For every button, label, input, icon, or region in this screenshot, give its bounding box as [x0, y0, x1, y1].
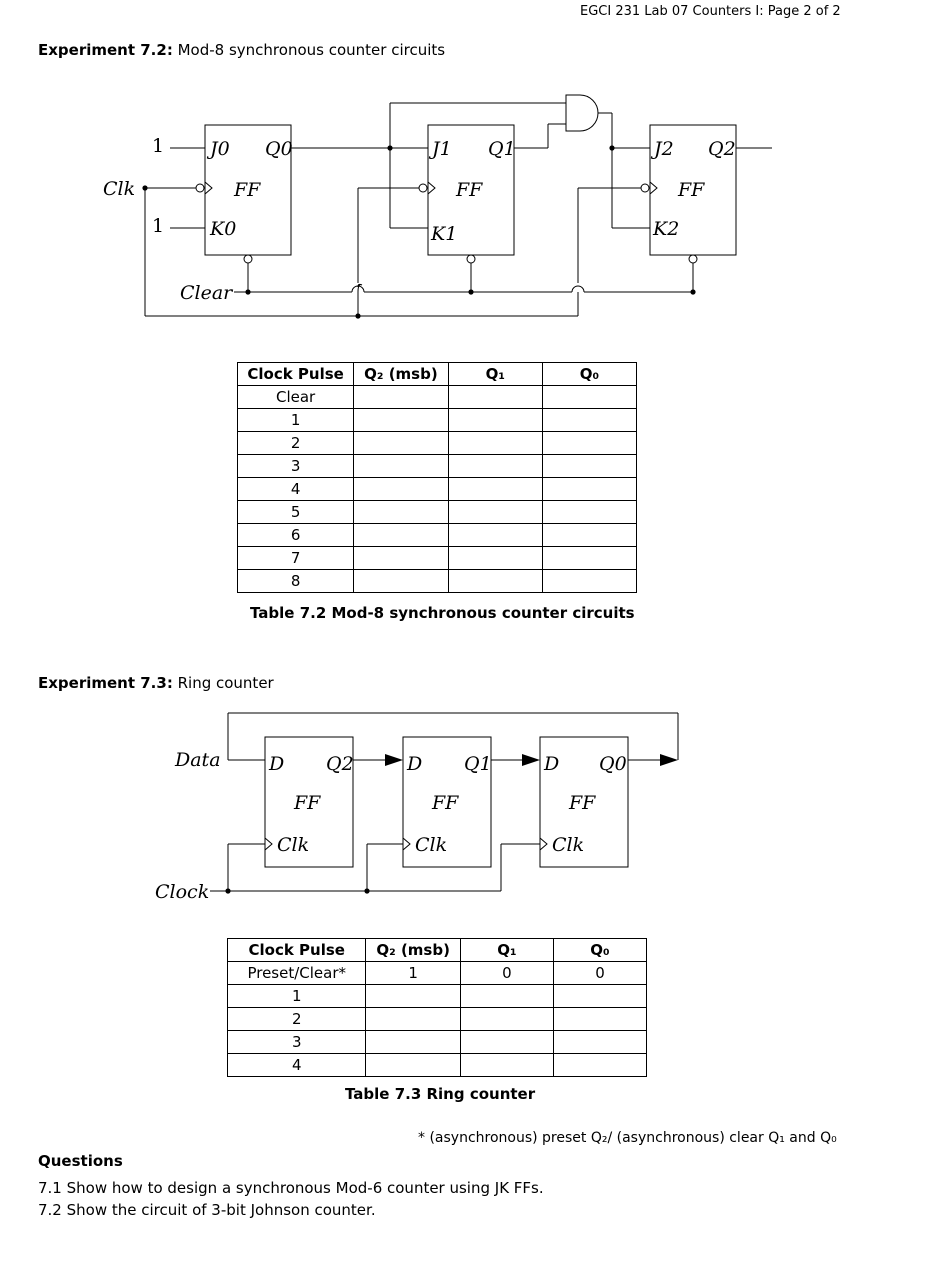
table-row — [228, 1054, 647, 1077]
and-gate — [566, 95, 598, 131]
empty-cell[interactable] — [354, 386, 448, 409]
empty-cell[interactable] — [354, 570, 448, 593]
experiment-7-2-name: Mod-8 synchronous counter circuits — [177, 41, 446, 59]
ff2-label: FF — [678, 179, 705, 201]
q2-label: Q2 — [708, 138, 736, 160]
empty-cell[interactable] — [460, 1031, 553, 1054]
table-row — [238, 409, 637, 432]
clk-label: Clk — [103, 178, 136, 200]
table-header-row — [238, 363, 637, 386]
empty-cell[interactable] — [542, 547, 636, 570]
ring-ff2-label: FF — [294, 792, 321, 814]
row-label: 2 — [228, 1008, 366, 1031]
page-header: EGCI 231 Lab 07 Counters I: Page 2 of 2 — [580, 4, 841, 19]
empty-cell[interactable] — [366, 1008, 460, 1031]
footnote: * (asynchronous) preset Q₂/ (asynchronous) clear Q₁ and Q₀ — [418, 1130, 837, 1146]
row-label: 4 — [238, 478, 354, 501]
table-row — [238, 432, 637, 455]
table-row — [238, 386, 637, 409]
empty-cell[interactable] — [354, 524, 448, 547]
question-item: 7.2 Show the circuit of 3-bit Johnson counter. — [38, 1201, 376, 1219]
empty-cell[interactable] — [460, 985, 553, 1008]
k2-label: K2 — [653, 218, 680, 240]
row-label: 3 — [228, 1031, 366, 1054]
row-label: 7 — [238, 547, 354, 570]
ff0-label: FF — [234, 179, 261, 201]
table-row — [238, 455, 637, 478]
empty-cell[interactable] — [542, 432, 636, 455]
ring-d2-label: D — [269, 753, 285, 775]
ring-q2-label: Q2 — [326, 753, 354, 775]
col-q2: Q₂ (msb) — [354, 363, 448, 386]
table-row — [238, 478, 637, 501]
ring-ff0-label: FF — [569, 792, 596, 814]
table-7-2-caption: Table 7.2 Mod-8 synchronous counter circuits — [250, 604, 635, 622]
row-label: 1 — [238, 409, 354, 432]
row-label: 4 — [228, 1054, 366, 1077]
table-7-2 — [237, 362, 637, 593]
empty-cell[interactable] — [448, 455, 542, 478]
table-row — [228, 962, 647, 985]
empty-cell[interactable] — [448, 478, 542, 501]
empty-cell[interactable] — [542, 478, 636, 501]
row-label: 6 — [238, 524, 354, 547]
row-label: 5 — [238, 501, 354, 524]
input-one-j0: 1 — [152, 135, 165, 157]
experiment-7-3-name: Ring counter — [177, 674, 274, 692]
ring-ff1-label: FF — [432, 792, 459, 814]
row-label: 8 — [238, 570, 354, 593]
empty-cell[interactable] — [366, 985, 460, 1008]
question-item: 7.1 Show how to design a synchronous Mod-6 counter using JK FFs. — [38, 1179, 544, 1197]
empty-cell[interactable] — [354, 432, 448, 455]
empty-cell[interactable] — [460, 1054, 553, 1077]
empty-cell[interactable] — [354, 478, 448, 501]
j1-label: J1 — [432, 138, 452, 160]
empty-cell[interactable] — [542, 501, 636, 524]
empty-cell[interactable] — [448, 501, 542, 524]
empty-cell[interactable] — [354, 501, 448, 524]
data-label: Data — [175, 749, 221, 771]
empty-cell[interactable] — [448, 547, 542, 570]
col-q2: Q₂ (msb) — [366, 939, 460, 962]
ring-ff1-box — [403, 737, 491, 867]
empty-cell[interactable] — [448, 409, 542, 432]
empty-cell[interactable] — [460, 1008, 553, 1031]
empty-cell[interactable] — [542, 409, 636, 432]
empty-cell[interactable] — [553, 1031, 646, 1054]
empty-cell[interactable] — [448, 432, 542, 455]
table-row — [238, 570, 637, 593]
empty-cell[interactable] — [542, 570, 636, 593]
empty-cell[interactable] — [354, 455, 448, 478]
row-label: Clear — [238, 386, 354, 409]
empty-cell[interactable] — [553, 1054, 646, 1077]
ring-q1-label: Q1 — [464, 753, 492, 775]
empty-cell[interactable] — [448, 386, 542, 409]
table-7-3 — [227, 938, 647, 1077]
table-row — [238, 524, 637, 547]
table-row — [228, 985, 647, 1008]
clear-label: Clear — [180, 282, 233, 304]
row-label: 2 — [238, 432, 354, 455]
empty-cell[interactable] — [366, 1054, 460, 1077]
col-q0: Q₀ — [553, 939, 646, 962]
ring-ff2-box — [265, 737, 353, 867]
empty-cell[interactable] — [542, 455, 636, 478]
empty-cell[interactable] — [542, 524, 636, 547]
empty-cell[interactable] — [354, 547, 448, 570]
empty-cell[interactable] — [366, 1031, 460, 1054]
input-one-k0: 1 — [152, 215, 165, 237]
row-label: 1 — [228, 985, 366, 1008]
q1-label: Q1 — [488, 138, 516, 160]
ring-q0-label: Q0 — [599, 753, 627, 775]
col-clock-pulse: Clock Pulse — [228, 939, 366, 962]
empty-cell[interactable] — [553, 1008, 646, 1031]
clock-label: Clock — [155, 881, 210, 903]
experiment-7-3-label: Experiment 7.3: — [38, 674, 173, 692]
j2-label: J2 — [654, 138, 674, 160]
table-row — [238, 501, 637, 524]
empty-cell[interactable] — [448, 524, 542, 547]
table-row — [238, 547, 637, 570]
col-q1: Q₁ — [460, 939, 553, 962]
ring-ff0-box — [540, 737, 628, 867]
ring-clk0-label: Clk — [552, 834, 585, 856]
table-7-3-caption: Table 7.3 Ring counter — [345, 1085, 536, 1103]
cell-q1: 0 — [460, 962, 553, 985]
col-q1: Q₁ — [448, 363, 542, 386]
mod8-circuit-diagram — [0, 0, 950, 340]
ring-clk2-label: Clk — [277, 834, 310, 856]
col-clock-pulse: Clock Pulse — [238, 363, 354, 386]
cell-q2: 1 — [366, 962, 460, 985]
table-header-row — [228, 939, 647, 962]
empty-cell[interactable] — [448, 570, 542, 593]
ff1-label: FF — [456, 179, 483, 201]
empty-cell[interactable] — [553, 985, 646, 1008]
experiment-7-2-label: Experiment 7.2: — [38, 41, 173, 59]
ring-d0-label: D — [544, 753, 560, 775]
q0-label: Q0 — [265, 138, 293, 160]
col-q0: Q₀ — [542, 363, 636, 386]
k1-label: K1 — [431, 223, 458, 245]
table-row — [228, 1008, 647, 1031]
questions-title: Questions — [38, 1152, 123, 1170]
table-row — [228, 1031, 647, 1054]
empty-cell[interactable] — [354, 409, 448, 432]
ring-d1-label: D — [407, 753, 423, 775]
j0-label: J0 — [210, 138, 230, 160]
row-label: 3 — [238, 455, 354, 478]
ring-clk1-label: Clk — [415, 834, 448, 856]
cell-q0: 0 — [553, 962, 646, 985]
row-label: Preset/Clear* — [228, 962, 366, 985]
empty-cell[interactable] — [542, 386, 636, 409]
k0-label: K0 — [210, 218, 237, 240]
experiment-7-3-title — [38, 674, 274, 692]
